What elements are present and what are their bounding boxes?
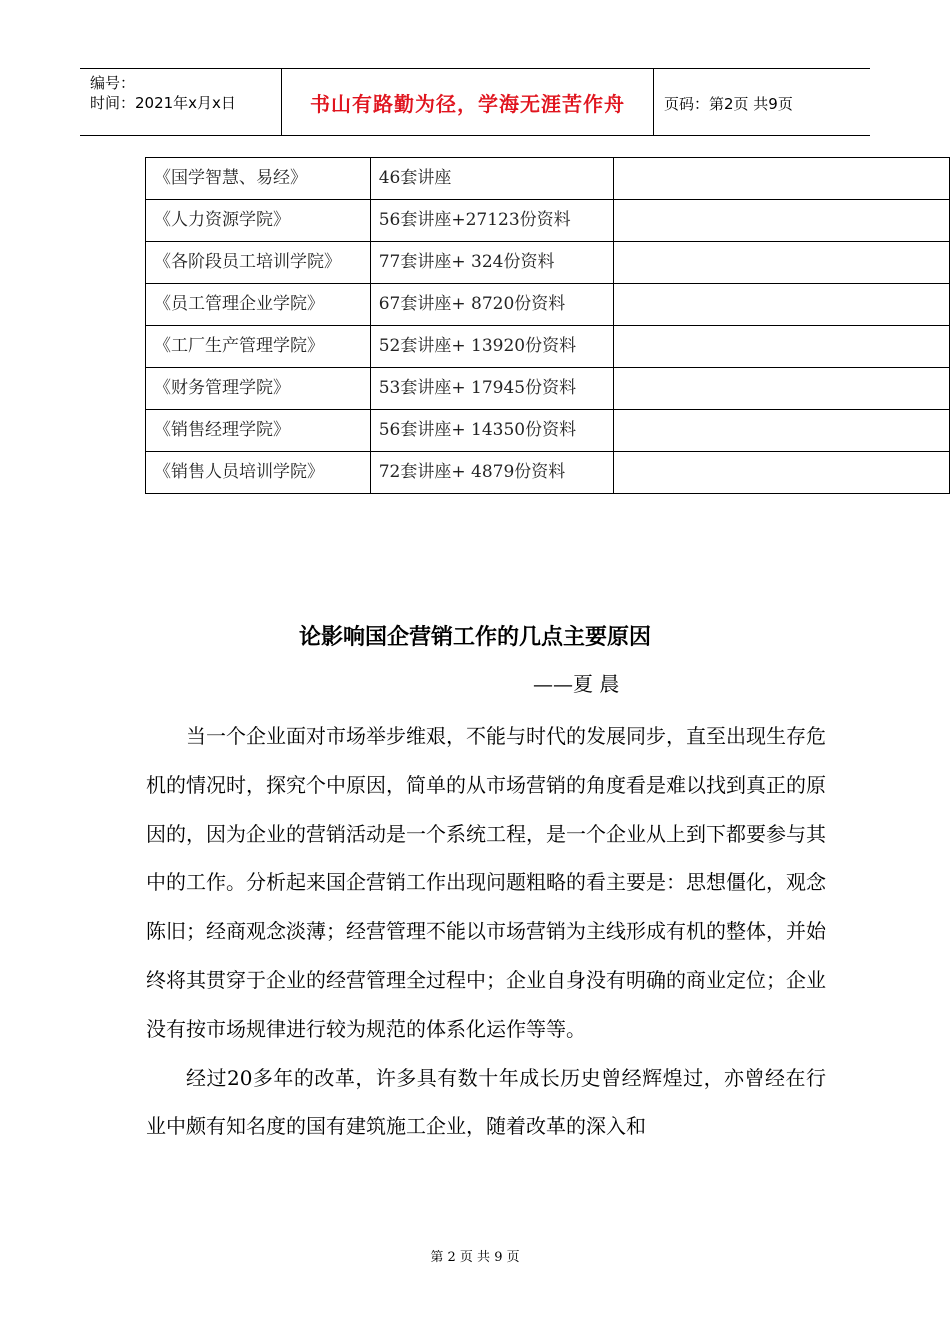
article-body (146, 712, 826, 1151)
article-paragraph: 当一个企业面对市场举步维艰，不能与时代的发展同步，直至出现生存危机的情况时，探究个中原因，简单的从市场营销的角度看是难以找到真正的原因的，因为企业的营销活动是一个系统工程，是一个企业从上到下都要参与其中的工作。分析起来国企营销工作出现问题粗略的看主要是：思想僵化，观念陈旧；经商观念淡薄；经营管理不能以市场营销为主线形成有机的整体，并始终将其贯穿于企业的经营管理全过程中；企业自身没有明确的商业定位；企业没有按市场规律进行较为规范的体系化运作等等。 (146, 724, 826, 1041)
table-cell-extra (614, 284, 950, 326)
table-cell-name: 《国学智慧、易经》 (146, 158, 371, 200)
table-row (146, 158, 950, 200)
table-cell-name: 《员工管理企业学院》 (146, 284, 371, 326)
table-cell-content: 52套讲座+ 13920份资料 (370, 326, 614, 368)
article-paragraph: 经过20多年的改革，许多具有数十年成长历史曾经辉煌过，亦曾经在行业中颇有知名度的国有建筑施工企业，随着改革的深入和 (146, 1065, 826, 1139)
page-header (80, 68, 870, 136)
table-cell-name: 《销售经理学院》 (146, 410, 371, 452)
header-page-info: 页码：第2页 共9页 (664, 95, 793, 113)
table-row (146, 200, 950, 242)
time-label: 时间：2021年x月x日 (90, 94, 236, 112)
table-cell-extra (614, 200, 950, 242)
table-cell-content: 56套讲座+27123份资料 (370, 200, 614, 242)
header-motto: 书山有路勤为径，学海无涯苦作舟 (310, 91, 625, 116)
table-row (146, 452, 950, 494)
table-cell-name: 《销售人员培训学院》 (146, 452, 371, 494)
table-cell-extra (614, 326, 950, 368)
header-left-cell (80, 69, 282, 135)
article-author: ——夏 晨 (533, 672, 620, 696)
table-cell-extra (614, 158, 950, 200)
course-table (145, 157, 950, 494)
course-table-body (146, 158, 950, 494)
table-cell-extra (614, 452, 950, 494)
table-cell-content: 56套讲座+ 14350份资料 (370, 410, 614, 452)
table-cell-content: 72套讲座+ 4879份资料 (370, 452, 614, 494)
table-cell-content: 46套讲座 (370, 158, 614, 200)
header-motto-cell (282, 69, 654, 135)
table-cell-name: 《工厂生产管理学院》 (146, 326, 371, 368)
table-cell-name: 《财务管理学院》 (146, 368, 371, 410)
table-row (146, 368, 950, 410)
table-cell-content: 77套讲座+ 324份资料 (370, 242, 614, 284)
table-cell-content: 67套讲座+ 8720份资料 (370, 284, 614, 326)
table-cell-content: 53套讲座+ 17945份资料 (370, 368, 614, 410)
article-title: 论影响国企营销工作的几点主要原因 (298, 625, 651, 650)
table-cell-extra (614, 410, 950, 452)
table-row (146, 284, 950, 326)
page-footer: 第 2 页 共 9 页 (430, 1250, 520, 1265)
table-row (146, 326, 950, 368)
table-cell-extra (614, 368, 950, 410)
table-row (146, 410, 950, 452)
table-cell-extra (614, 242, 950, 284)
table-row (146, 242, 950, 284)
number-label: 编号： (90, 74, 136, 92)
table-cell-name: 《人力资源学院》 (146, 200, 371, 242)
table-cell-name: 《各阶段员工培训学院》 (146, 242, 371, 284)
